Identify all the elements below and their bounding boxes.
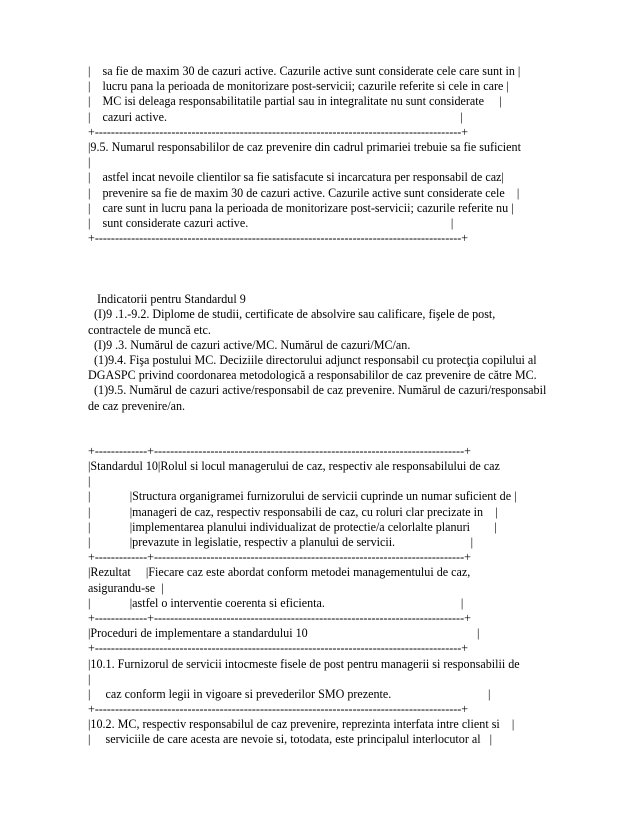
text-line: |10.2. MC, respectiv responsabilul de caz prevenire, reprezinta interfata intre client si |: [88, 717, 515, 732]
text-line: asigurandu-se |: [88, 580, 164, 595]
table-border-line: +-------------------------------------------------------------------------------------------+: [88, 124, 469, 139]
table-border-line: +-------------------------------------------------------------------------------------------+: [88, 641, 469, 656]
indicators-heading: Indicatorii pentru Standardul 9: [97, 292, 246, 307]
indicator-item: (I)9 .3. Numărul de cazuri active/MC. Numărul de cazuri/MC/an.: [94, 337, 411, 352]
indicator-item: (I)9 .1.-9.2. Diplome de studii, certificate de absolvire sau calificare, fişele de post, contractele de muncă etc.: [88, 307, 496, 337]
text-line: | MC isi deleaga responsabilitatile partial sau in integralitate nu sunt considerate |: [88, 94, 502, 109]
standard-10-table: [88, 444, 548, 748]
indicator-item: (1)9.5. Numărul de cazuri active/responsabil de caz prevenire. Numărul de cazuri/responsabil de caz prevenire/an.: [88, 383, 547, 413]
standard-9-table-tail: [88, 64, 548, 246]
text-line: | caz conform legii in vigoare si prevederilor SMO prezente. |: [88, 686, 491, 701]
text-line: |9.5. Numarul responsabililor de caz prevenire din cadrul primariei trebuie sa fie suficient: [88, 139, 521, 154]
text-line: | sunt considerate cazuri active. |: [88, 215, 454, 230]
text-line: | |Structura organigramei furnizorului de servicii cuprinde un numar suficient de |: [88, 489, 517, 504]
text-line: | astfel incat nevoile clientilor sa fie satisfacute si incarcatura per responsabil de caz|: [88, 170, 504, 185]
text-line: | |manageri de caz, respectiv responsabili de caz, cu roluri clar precizate in |: [88, 504, 498, 519]
text-line: |: [88, 671, 91, 686]
text-line: | |prevazute in legislatie, respectiv a planului de servicii. |: [88, 535, 474, 549]
text-line: |Proceduri de implementare a standardului 10 |: [88, 626, 480, 641]
text-line: | serviciile de care acesta are nevoie si, totodata, este principalul interlocutor al |: [88, 732, 493, 747]
text-line: | cazuri active. |: [88, 109, 463, 124]
table-border-line: +-------------------------------------------------------------------------------------------+: [88, 231, 469, 246]
table-border-line: +-------------------------------------------------------------------------------------------+: [88, 702, 469, 717]
text-line: |: [88, 155, 91, 170]
table-border-line: +-------------+-----------------------------------------------------------------------------+: [88, 550, 471, 565]
text-line: | sa fie de maxim 30 de cazuri active. Cazurile active sunt considerate cele care sunt in |: [88, 64, 521, 78]
table-border-line: +-------------+-----------------------------------------------------------------------------+: [88, 443, 471, 458]
text-line: |: [88, 474, 91, 489]
text-line: | |astfel o interventie coerenta si eficienta. |: [88, 595, 464, 610]
text-line: | |implementarea planului individualizat de protectie/a celorlalte planuri |: [88, 519, 497, 534]
text-line: | care sunt in lucru pana la perioada de monitorizare post-servicii; cazurile referite nu |: [88, 200, 514, 215]
document-page: [88, 64, 548, 748]
indicator-item: (1)9.4. Fişa postului MC. Deciziile directorului adjunct responsabil cu protecţia copilului al DGASPC privind coordonarea metodologică a responsabililor de caz prevenire de către MC.: [88, 353, 537, 383]
text-line: | lucru pana la perioada de monitorizare post-servicii; cazurile referite si cele in care |: [88, 79, 509, 94]
text-line: | prevenire sa fie de maxim 30 de cazuri active. Cazurile active sunt considerate cele |: [88, 185, 520, 200]
text-line: |10.1. Furnizorul de servicii intocmeste fisele de post pentru managerii si responsabilii de: [88, 656, 520, 671]
table-border-line: +-------------+-----------------------------------------------------------------------------+: [88, 610, 471, 625]
text-line: |Standardul 10|Rolul si locul managerului de caz, respectiv ale responsabilului de caz: [88, 459, 500, 474]
indicators-section: [88, 292, 548, 414]
text-line: |Rezultat |Fiecare caz este abordat conform metodei managementului de caz,: [88, 565, 471, 580]
